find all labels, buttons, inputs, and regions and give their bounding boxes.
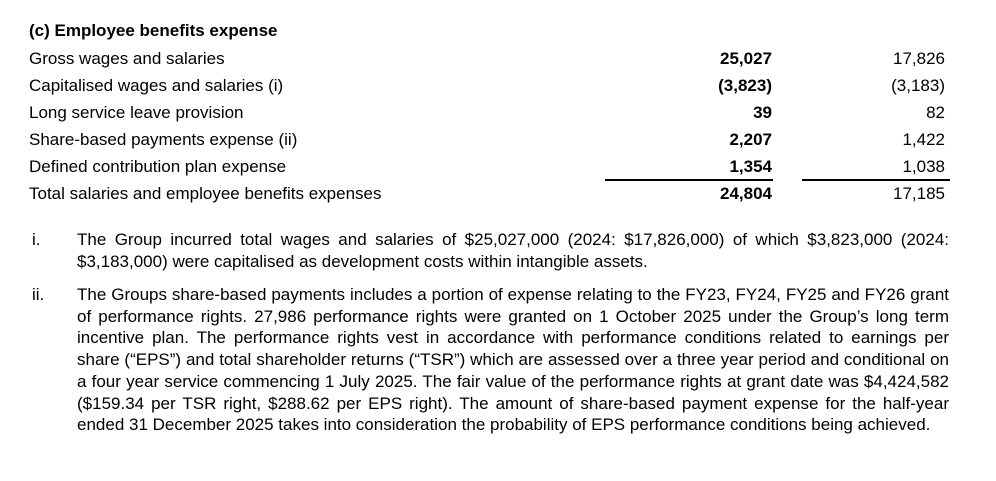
prior-year-value: 82 bbox=[926, 103, 945, 122]
current-year-value: 24,804 bbox=[720, 184, 772, 203]
table-row bbox=[29, 153, 949, 180]
table-row bbox=[29, 72, 949, 99]
prior-year-value: 17,185 bbox=[893, 184, 945, 203]
table-row bbox=[29, 126, 949, 153]
current-year-value: (3,823) bbox=[718, 76, 772, 95]
table-row bbox=[29, 45, 949, 72]
footnote-text: The Groups share-based payments includes a portion of expense relating to the FY23, FY24, FY25 and FY26 grant of performance rights. 27,986 performance rights were granted on 1 October 2025 under the Group’s long term incentive plan. The performance rights vest in accordance with performance conditions related to earnings per share (“EPS”) and total shareholder returns (“TSR”) which are assessed over a three year period and conditional on a four year service commencing 1 July 2025. The fair value of the performance rights at grant date was $4,424,582 ($159.34 per TSR right, $288.62 per EPS right). The amount of share-based payment expense for the half-year ended 31 December 2025 takes into consideration the probability of EPS performance conditions being achieved. bbox=[77, 285, 949, 435]
row-label: Gross wages and salaries bbox=[29, 49, 225, 68]
prior-year-value: 17,826 bbox=[893, 49, 945, 68]
footnote-text: The Group incurred total wages and salaries of $25,027,000 (2024: $17,826,000) of which $3,823,000 (2024: $3,183,000) were capitalised as development costs within intangible assets. bbox=[77, 230, 949, 271]
row-label: Defined contribution plan expense bbox=[29, 157, 287, 176]
total-row bbox=[29, 180, 949, 207]
current-year-value: 2,207 bbox=[729, 130, 772, 149]
row-label: Capitalised wages and salaries (i) bbox=[29, 76, 284, 95]
current-year-value: 1,354 bbox=[729, 157, 772, 176]
current-year-value: 25,027 bbox=[720, 49, 772, 68]
prior-year-value: 1,038 bbox=[902, 157, 945, 176]
footnote-marker: ii. bbox=[32, 285, 45, 304]
employee-benefits-table bbox=[29, 45, 949, 207]
prior-year-value: 1,422 bbox=[902, 130, 945, 149]
prior-year-value: (3,183) bbox=[891, 76, 945, 95]
current-year-value: 39 bbox=[753, 103, 772, 122]
row-label: Share-based payments expense (ii) bbox=[29, 130, 298, 149]
section-title: (c) Employee benefits expense bbox=[29, 21, 278, 40]
row-label: Long service leave provision bbox=[29, 103, 244, 122]
footnote-marker: i. bbox=[32, 230, 41, 249]
row-label: Total salaries and employee benefits expenses bbox=[29, 184, 382, 203]
table-row bbox=[29, 99, 949, 126]
